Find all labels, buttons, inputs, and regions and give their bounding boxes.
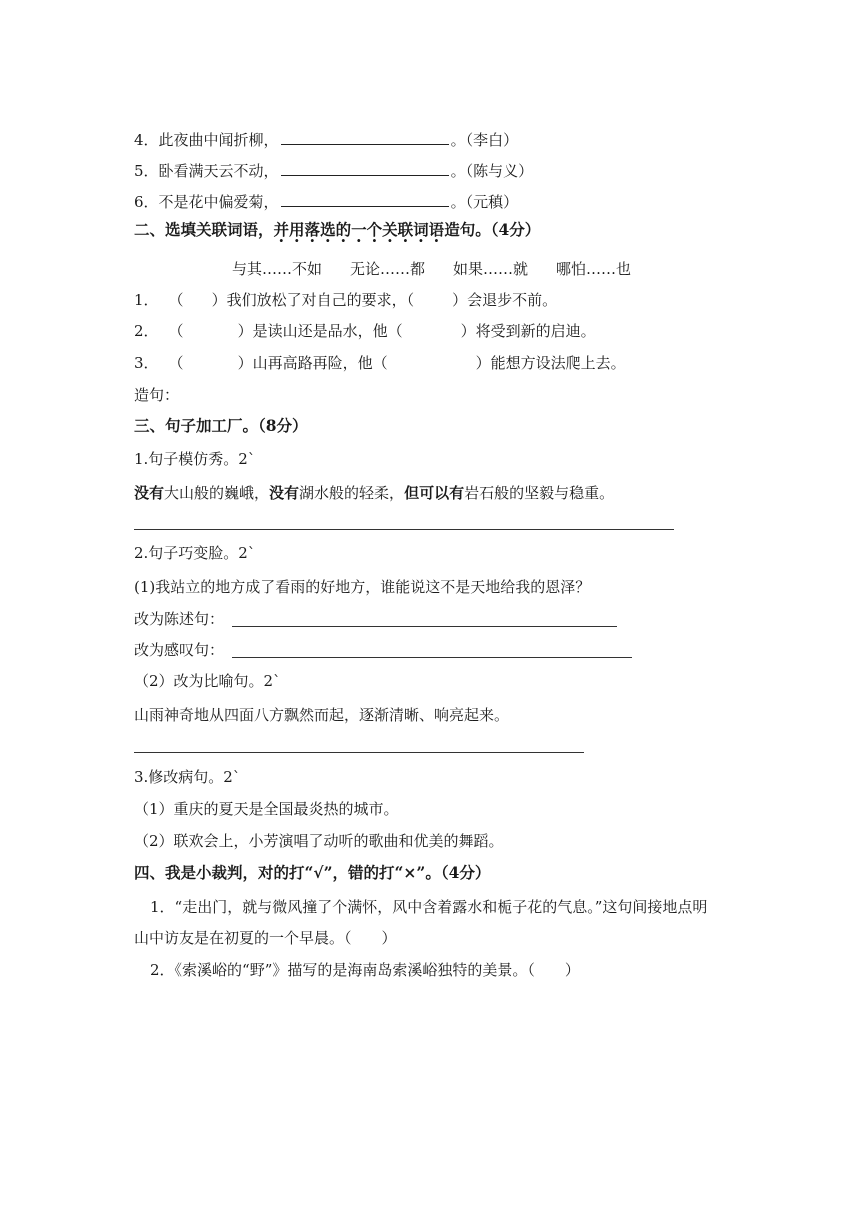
emphasis-char: 落: [304, 220, 321, 239]
answer-blank[interactable]: [281, 130, 449, 145]
option-4: 哪怕……也: [556, 260, 632, 278]
poem-number: 5．: [134, 162, 159, 180]
emphasis-char: 个: [366, 220, 383, 239]
emphasis-char: 的: [335, 220, 352, 239]
fill-item-2: [134, 321, 596, 341]
poem-line-4: [134, 130, 518, 150]
answer-blank[interactable]: [281, 192, 449, 207]
sentence-fragment: 大山般的巍峨，: [164, 484, 270, 502]
judge-item-1-line-1: 1．“走出门，就与微风撞了个满怀，风中含着露水和栀子花的气息。”这句间接地点明: [150, 898, 708, 916]
keyword: 没有: [269, 484, 300, 502]
item-number: 3．: [134, 354, 159, 372]
poem-text: 此夜曲中闻折柳，: [158, 131, 279, 149]
q1-title: 1.句子模仿秀。2`: [134, 450, 256, 468]
q1-model-sentence: [134, 483, 614, 503]
poem-line-5: [134, 161, 533, 181]
section-4-title: 四、我是小裁判，对的打“√”，错的打“×”。（4分）: [134, 863, 491, 882]
sentence-fragment: 湖水般的轻柔，: [299, 484, 405, 502]
sentence-fragment: 岩石般的坚毅与稳重。: [464, 484, 615, 502]
item-text: ）我们放松了对自己的要求，（: [211, 291, 415, 309]
poem-source: 。（陈与义）: [450, 162, 534, 180]
conjunction-options: [232, 259, 631, 279]
q2-title: 2.句子巧变脸。2`: [134, 544, 256, 562]
section-3-title: 三、句子加工厂。（8分）: [134, 416, 308, 435]
answer-blank[interactable]: [281, 161, 449, 176]
item-number: 2．: [134, 322, 159, 340]
q2-sentence: (1)我站立的地方成了看雨的好地方，谁能说这不是天地给我的恩泽？: [134, 578, 591, 596]
statement-answer-line[interactable]: [232, 626, 617, 627]
option-2: 无论……都: [350, 260, 426, 278]
q2b-title: （2）改为比喻句。2`: [134, 672, 281, 690]
poem-source: 。（元稹）: [450, 193, 519, 211]
emphasis-char: 并: [273, 220, 290, 239]
item-number: 1．: [134, 291, 159, 309]
keyword: 没有: [134, 484, 165, 502]
emphasis-char: 一: [351, 220, 367, 239]
option-3: 如果……就: [453, 260, 529, 278]
make-sentence-label: 造句：: [134, 386, 180, 404]
exclamation-prompt: 改为感叹句：: [134, 641, 225, 659]
section-2-title-a: 二、选填关联词语，: [134, 220, 274, 239]
item-text: （: [168, 291, 184, 309]
section-2-title-emphasis: [274, 220, 445, 239]
q3-title: 3.修改病句。2`: [134, 768, 241, 786]
emphasis-char: 语: [428, 220, 445, 239]
statement-prompt: 改为陈述句：: [134, 610, 225, 628]
item-text: ）山再高路再险，他（: [237, 354, 388, 372]
judge-item-1-line-2: 山中访友是在初夏的一个早晨。（ ）: [134, 929, 397, 947]
fill-item-1: [134, 290, 557, 310]
emphasis-char: 选: [320, 220, 336, 239]
item-text: ）会退步不前。: [452, 291, 558, 309]
poem-source: 。（李白）: [450, 131, 519, 149]
emphasis-char: 联: [397, 220, 414, 239]
poem-line-6: [134, 192, 518, 212]
metaphor-answer-line[interactable]: [134, 752, 584, 753]
exclamation-answer-line[interactable]: [232, 657, 632, 658]
q2b-sentence: 山雨神奇地从四面八方飘然而起，逐渐清晰、响亮起来。: [134, 706, 510, 724]
poem-text: 卧看满天云不动，: [158, 162, 279, 180]
item-text: （: [168, 354, 184, 372]
answer-line[interactable]: [134, 529, 674, 530]
emphasis-char: 用: [289, 220, 305, 239]
item-text: ）能想方设法爬上去。: [475, 354, 626, 372]
poem-text: 不是花中偏爱菊，: [158, 193, 279, 211]
judge-item-2: 2．《索溪峪的“野”》描写的是海南岛索溪峪独特的美景。（ ）: [150, 961, 580, 979]
item-text: ）将受到新的启迪。: [460, 322, 596, 340]
q3-item-1: （1）重庆的夏天是全国最炎热的城市。: [134, 800, 399, 818]
emphasis-char: 词: [413, 220, 429, 239]
section-2-title-b: 造句。（4分）: [444, 220, 541, 239]
emphasis-char: 关: [382, 220, 398, 239]
item-text: ）是读山还是品水，他（: [237, 322, 403, 340]
poem-number: 4．: [134, 131, 159, 149]
q3-item-2: （2）联欢会上，小芳演唱了动听的歌曲和优美的舞蹈。: [134, 832, 504, 850]
section-2-title: [134, 220, 540, 240]
fill-item-3: [134, 353, 626, 373]
item-text: （: [168, 322, 184, 340]
option-1: 与其……不如: [232, 260, 323, 278]
keyword: 但可以有: [404, 484, 465, 502]
poem-number: 6．: [134, 193, 159, 211]
